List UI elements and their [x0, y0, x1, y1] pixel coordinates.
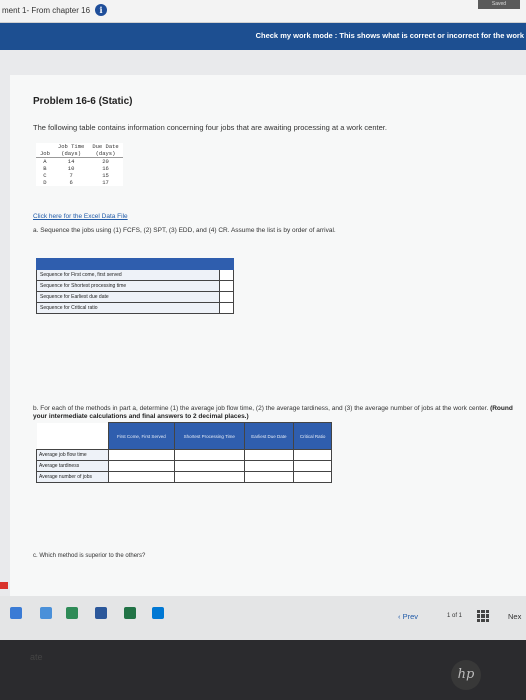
metrics-row-label: Average number of jobs: [37, 472, 109, 483]
job-cell: B: [43, 165, 47, 172]
metrics-input[interactable]: [294, 450, 332, 461]
assignment-header: [0, 0, 526, 23]
metrics-input[interactable]: [108, 472, 174, 483]
table-row: [37, 450, 332, 461]
metrics-input[interactable]: [175, 472, 245, 483]
taskbar: [0, 603, 260, 625]
taskbar-app-icon[interactable]: [152, 607, 164, 619]
problem-title: Problem 16-6 (Static): [33, 96, 133, 107]
grid-icon[interactable]: [477, 610, 489, 622]
sequence-label: Sequence for Critical ratio: [37, 303, 220, 314]
taskbar-app-icon[interactable]: [66, 607, 78, 619]
metrics-col-fcfs: First Come, First Served: [108, 423, 174, 450]
table-row: [36, 158, 123, 166]
prev-button[interactable]: ‹ Prev: [398, 612, 419, 621]
metrics-input[interactable]: [108, 450, 174, 461]
metrics-col-cr: Critical Ratio: [294, 423, 332, 450]
sequence-cr-input[interactable]: [220, 303, 234, 314]
part-b-prompt: [33, 405, 523, 421]
job-cell: A: [43, 158, 47, 165]
hp-logo: hp: [451, 660, 481, 690]
part-c-prompt: c. Which method is superior to the others?: [33, 553, 146, 559]
table-row: [37, 270, 234, 281]
table-row: [37, 281, 234, 292]
next-button[interactable]: Nex: [508, 612, 522, 621]
sequence-table-header: [37, 259, 234, 270]
page-indicator: 1 of 1: [447, 613, 463, 619]
metrics-corner: [37, 423, 109, 450]
metrics-input[interactable]: [244, 461, 294, 472]
job-cell: C: [43, 172, 47, 179]
sequence-label: Sequence for First come, first served: [37, 270, 220, 281]
due-date-cell: 16: [102, 165, 109, 172]
jobs-header-cell: [36, 143, 54, 150]
sequence-label: Sequence for Earliest due date: [37, 292, 220, 303]
jobs-header-cell: (days): [88, 150, 122, 158]
metrics-input[interactable]: [244, 472, 294, 483]
job-time-cell: 6: [69, 179, 73, 186]
metrics-input[interactable]: [294, 472, 332, 483]
metrics-input[interactable]: [175, 450, 245, 461]
taskbar-app-icon[interactable]: [10, 607, 22, 619]
sequence-fcfs-input[interactable]: [220, 270, 234, 281]
left-edge-marker: [0, 582, 8, 589]
excel-data-link[interactable]: Click here for the Excel Data File: [33, 213, 128, 220]
table-row: [37, 461, 332, 472]
check-work-mode-bar: [0, 23, 526, 50]
job-time-cell: 7: [69, 172, 73, 179]
prev-label: Prev: [402, 612, 419, 621]
excel-icon[interactable]: [124, 607, 136, 619]
table-row: [36, 165, 123, 172]
mode-text: Check my work mode : This shows what is correct or incorrect for the work: [255, 31, 524, 40]
metrics-input[interactable]: [294, 461, 332, 472]
sequence-spt-input[interactable]: [220, 281, 234, 292]
metrics-input[interactable]: [175, 461, 245, 472]
metrics-input[interactable]: [108, 461, 174, 472]
jobs-header-cell: Due Date: [92, 143, 119, 150]
part-b-rounding-note: (Round your intermediate calculations and final answers to 2 decimal places.): [33, 405, 513, 420]
saved-badge: Saved: [478, 0, 520, 9]
metrics-row-label: Average job flow time: [37, 450, 109, 461]
due-date-cell: 20: [102, 158, 109, 165]
jobs-table: [36, 143, 123, 186]
metrics-col-spt: Shortest Processing Time: [175, 423, 245, 450]
assignment-title: ment 1- From chapter 16: [2, 6, 91, 15]
sequence-edd-input[interactable]: [220, 292, 234, 303]
problem-page: [10, 75, 526, 640]
metrics-table: [36, 422, 332, 483]
problem-intro: The following table contains information concerning four jobs that are awaiting processing at a work center.: [33, 123, 387, 132]
jobs-header-cell: Job Time: [57, 143, 85, 150]
table-row: [36, 179, 123, 186]
sequence-label: Sequence for Shortest processing time: [37, 281, 220, 292]
table-row: [37, 292, 234, 303]
taskbar-app-icon[interactable]: [40, 607, 52, 619]
job-time-cell: 14: [67, 158, 75, 165]
due-date-cell: 17: [102, 179, 109, 186]
word-icon[interactable]: [95, 607, 107, 619]
table-row: [37, 303, 234, 314]
table-row: [36, 172, 123, 179]
sequence-table: [36, 258, 234, 314]
jobs-header-cell: Job: [36, 150, 54, 158]
metrics-row-label: Average tardiness: [37, 461, 109, 472]
info-icon[interactable]: i: [95, 4, 107, 16]
metrics-input[interactable]: [244, 450, 294, 461]
bezel-text: ate: [30, 652, 43, 662]
part-a-prompt: a. Sequence the jobs using (1) FCFS, (2) SPT, (3) EDD, and (4) CR. Assume the list is by order of arrival.: [33, 227, 336, 234]
part-b-prompt-text: b. For each of the methods in part a, determine (1) the average job flow time, (2) the average tardiness, and (3) the average number of jobs at the work center.: [33, 405, 489, 412]
jobs-header-cell: (days): [54, 150, 88, 158]
job-time-cell: 10: [67, 165, 75, 172]
table-row: [37, 472, 332, 483]
due-date-cell: 15: [102, 172, 109, 179]
job-cell: D: [43, 179, 47, 186]
metrics-col-edd: Earliest Due Date: [244, 423, 294, 450]
